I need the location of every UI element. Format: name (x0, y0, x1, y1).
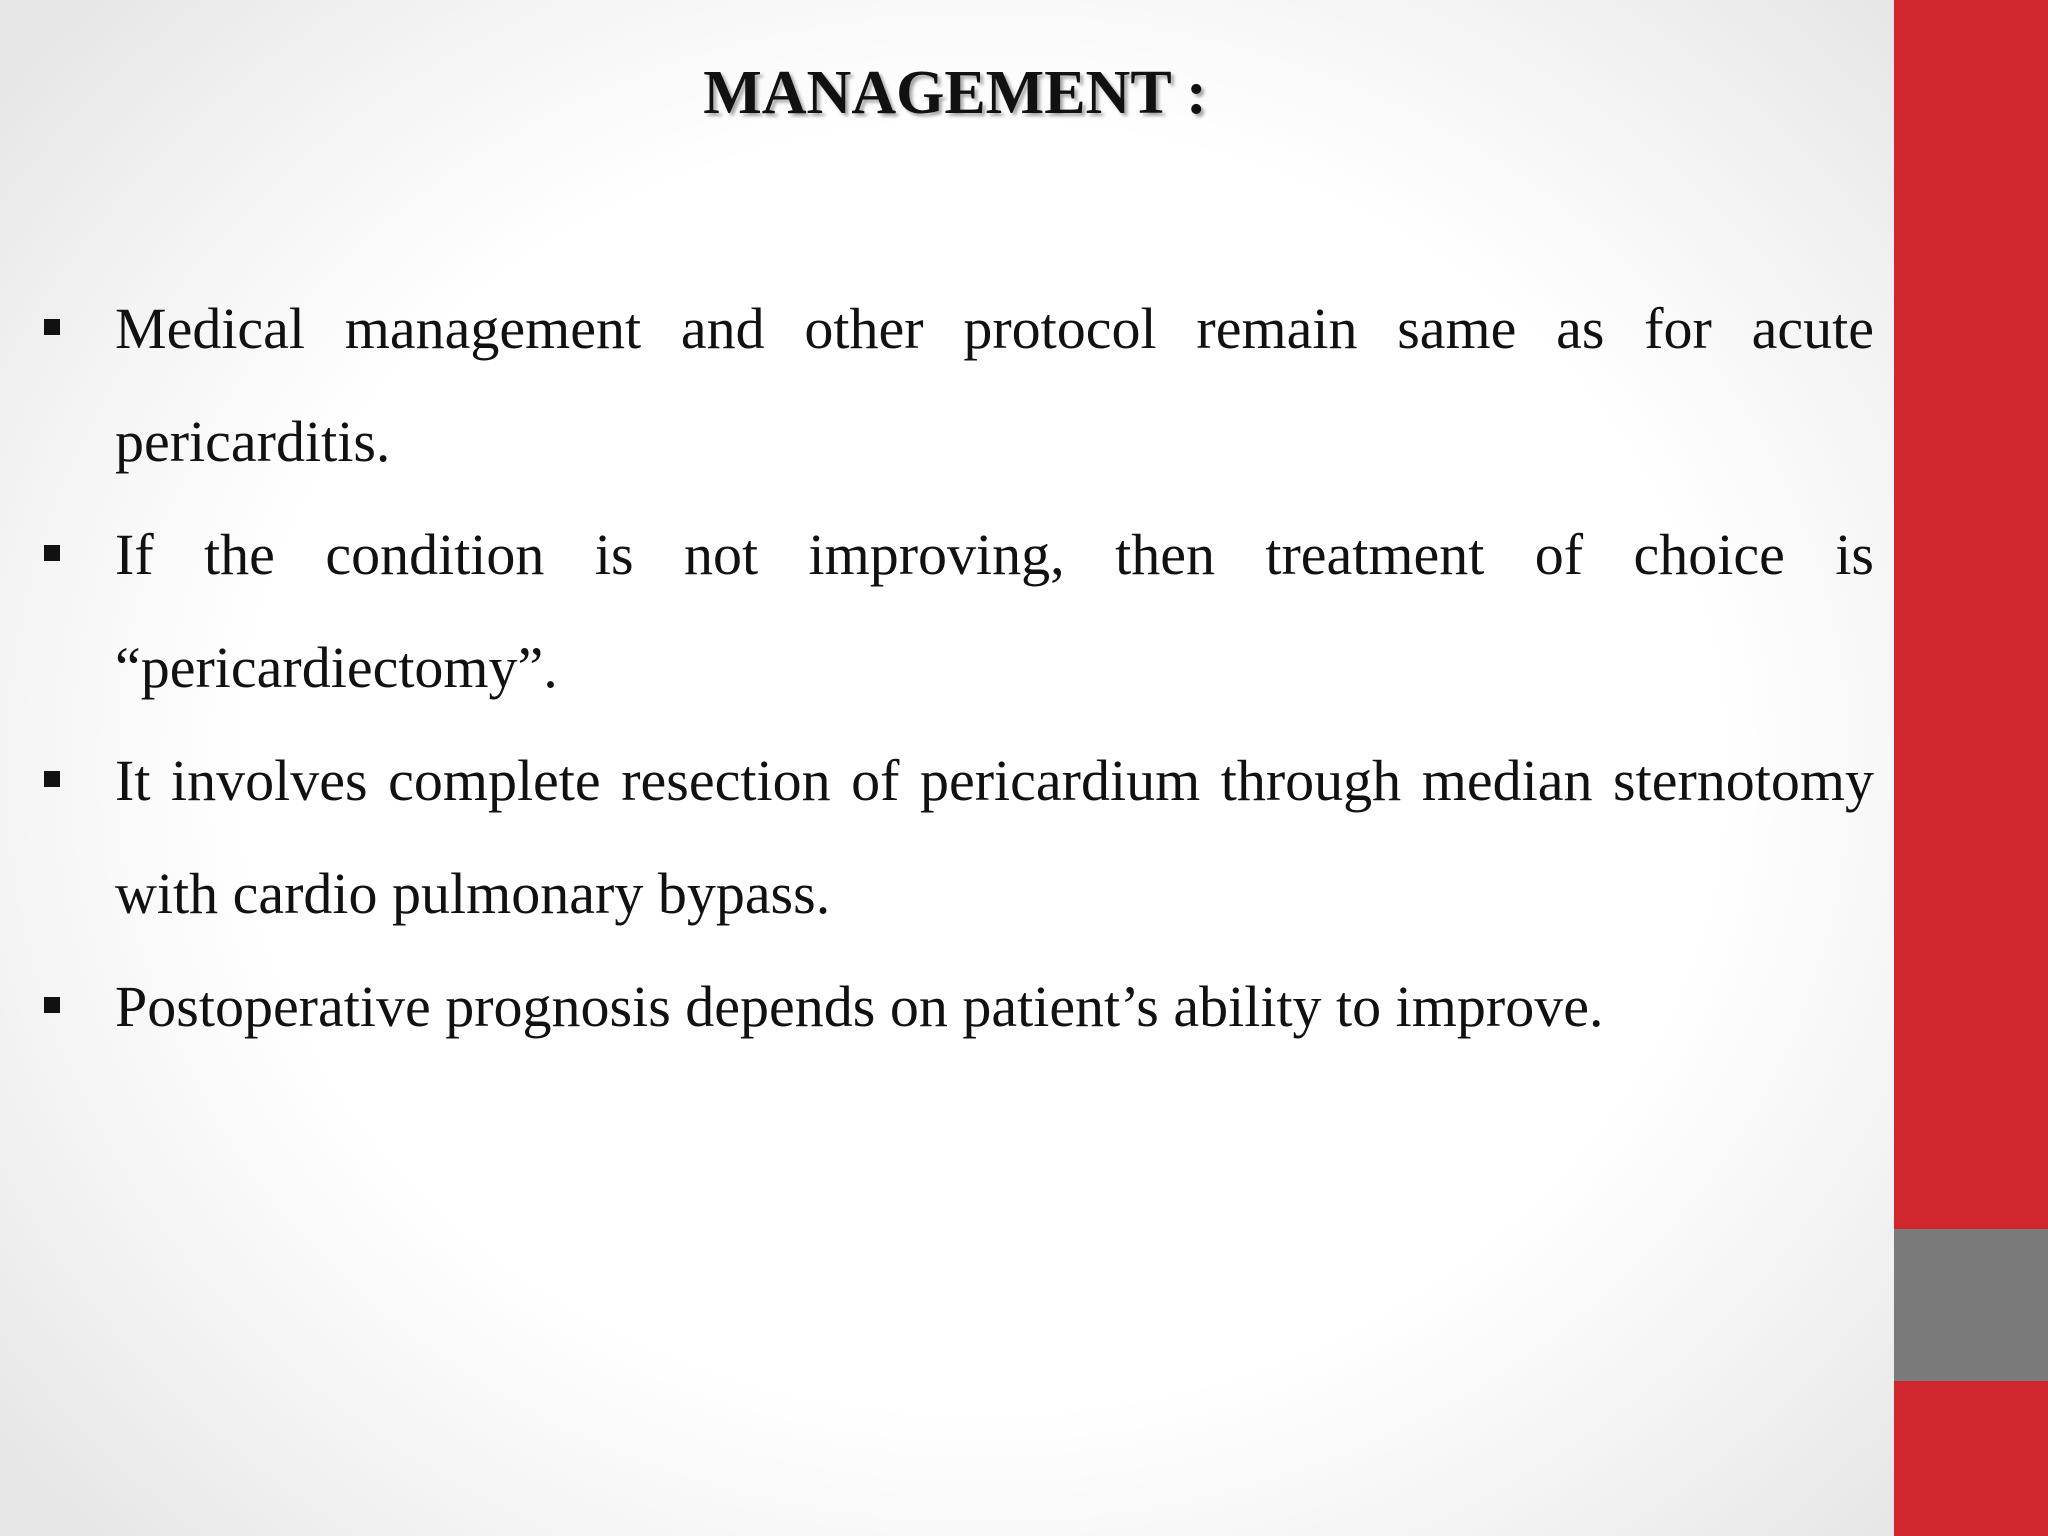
sidebar-red-band-bottom (1894, 1381, 2048, 1536)
bullet-text: Postoperative prognosis depends on patient’s ability to improve. (115, 974, 1604, 1039)
square-bullet-icon (44, 319, 60, 335)
square-bullet-icon (44, 997, 60, 1013)
bullet-list (40, 272, 1874, 1063)
sidebar-red-band (1894, 0, 2048, 1229)
bullet-text: It involves complete resection of pericardium through median sternotomy with cardio pulmonary bypass. (115, 748, 1874, 926)
decorative-sidebar (1894, 0, 2048, 1536)
bullet-item (40, 950, 1874, 1063)
sidebar-gray-band (1894, 1229, 2048, 1381)
slide-title: MANAGEMENT : (703, 59, 1207, 127)
bullet-item (40, 724, 1874, 950)
bullet-text: If the condition is not improving, then treatment of choice is “pericardiectomy”. (115, 522, 1874, 700)
bullet-item (40, 272, 1874, 498)
square-bullet-icon (44, 545, 60, 561)
bullet-item (40, 498, 1874, 724)
square-bullet-icon (44, 771, 60, 787)
bullet-text: Medical management and other protocol remain same as for acute pericarditis. (115, 296, 1874, 474)
